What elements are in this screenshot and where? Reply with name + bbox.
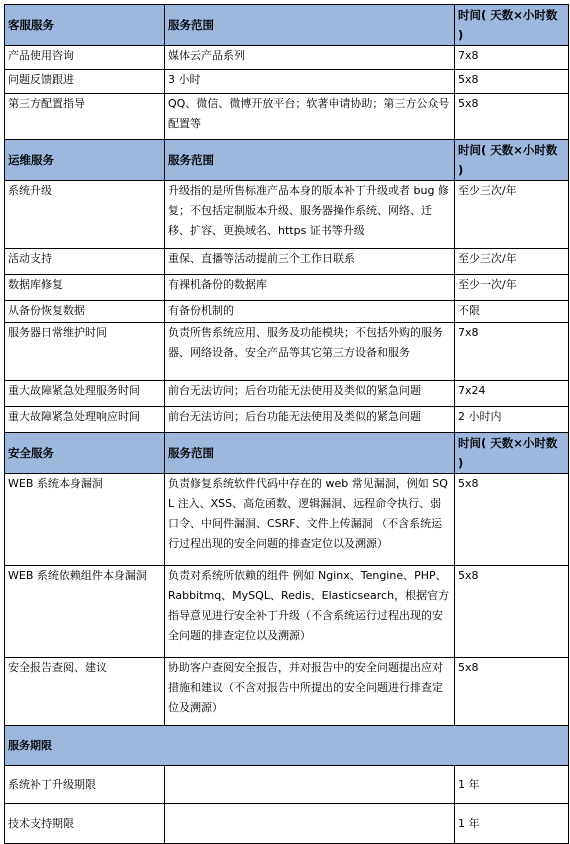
header-category: 客服服务	[5, 5, 165, 46]
item-scope: QQ、微信、微博开放平台；软著申请协助；第三方公众号配置等	[165, 94, 455, 140]
header-scope: 服务范围	[165, 5, 455, 46]
item-time: 5x8	[455, 70, 569, 94]
item-time: 7x24	[455, 381, 569, 407]
table-row	[5, 323, 569, 381]
table-row	[5, 249, 569, 275]
item-name: 第三方配置指导	[5, 94, 165, 140]
item-name: 服务器日常维护时间	[5, 323, 165, 381]
item-name: 产品使用咨询	[5, 46, 165, 70]
item-time: 至少一次/年	[455, 275, 569, 301]
table-row	[5, 566, 569, 658]
item-name: 系统升级	[5, 181, 165, 249]
header-category: 服务期限	[5, 726, 569, 766]
item-scope	[165, 804, 455, 844]
table-row	[5, 658, 569, 726]
item-scope: 有备份机制的	[165, 301, 455, 323]
item-time: 至少三次/年	[455, 181, 569, 249]
item-name: 安全报告查阅、建议	[5, 658, 165, 726]
item-time: 5x8	[455, 566, 569, 658]
item-name: WEB 系统依赖组件本身漏洞	[5, 566, 165, 658]
item-scope: 负责对系统所依赖的组件 例如 Nginx、Tengine、PHP、Rabbitmq、MySQL、Redis、Elasticsearch，根据官方指导意见进行安全补丁升级（不含系统运行过程出现的安全问题的排查定位以及溯源）	[165, 566, 455, 658]
service-table	[4, 4, 569, 844]
header-time: 时间( 天数×小时数 )	[455, 5, 569, 46]
item-time: 5x8	[455, 658, 569, 726]
table-row	[5, 275, 569, 301]
section-header-service-period	[5, 726, 569, 766]
item-name: 活动支持	[5, 249, 165, 275]
table-row	[5, 804, 569, 844]
section-header-customer-service	[5, 5, 569, 46]
table-row	[5, 407, 569, 433]
item-scope: 前台无法访问；后台功能无法使用及类似的紧急问题	[165, 407, 455, 433]
header-scope: 服务范围	[165, 433, 455, 474]
item-name: 问题反馈跟进	[5, 70, 165, 94]
table-row	[5, 46, 569, 70]
header-category: 运维服务	[5, 140, 165, 181]
header-scope: 服务范围	[165, 140, 455, 181]
header-time: 时间( 天数×小时数 )	[455, 433, 569, 474]
item-time: 1 年	[455, 766, 569, 804]
item-name: 重大故障紧急处理服务时间	[5, 381, 165, 407]
item-name: 系统补丁升级期限	[5, 766, 165, 804]
item-name: WEB 系统本身漏洞	[5, 474, 165, 566]
item-time: 7x8	[455, 46, 569, 70]
section-header-security-service	[5, 433, 569, 474]
item-scope: 协助客户查阅安全报告，并对报告中的安全问题提出应对措施和建议（不含对报告中所提出的安全问题进行排查定位及溯源）	[165, 658, 455, 726]
table-row	[5, 70, 569, 94]
item-name: 数据库修复	[5, 275, 165, 301]
item-scope: 升级指的是所售标准产品本身的版本补丁升级或者 bug 修复；不包括定制版本升级、服务器操作系统、网络、迁移、扩容、更换域名、https 证书等升级	[165, 181, 455, 249]
item-scope: 前台无法访问；后台功能无法使用及类似的紧急问题	[165, 381, 455, 407]
table-row	[5, 474, 569, 566]
header-time: 时间( 天数×小时数 )	[455, 140, 569, 181]
item-time: 至少三次/年	[455, 249, 569, 275]
item-scope: 负责修复系统软件代码中存在的 web 常见漏洞，例如 SQL 注入、XSS、高危函数、逻辑漏洞、远程命令执行、弱口令、中间件漏洞、CSRF、文件上传漏洞 （不含系统运行过程出现的安全问题的排查定位以及溯源）	[165, 474, 455, 566]
header-category: 安全服务	[5, 433, 165, 474]
item-time: 1 年	[455, 804, 569, 844]
item-scope: 重保、直播等活动提前三个工作日联系	[165, 249, 455, 275]
item-time: 7x8	[455, 323, 569, 381]
section-header-ops-service	[5, 140, 569, 181]
item-time: 2 小时内	[455, 407, 569, 433]
item-scope: 媒体云产品系列	[165, 46, 455, 70]
item-name: 重大故障紧急处理响应时间	[5, 407, 165, 433]
item-name: 技术支持期限	[5, 804, 165, 844]
item-time: 不限	[455, 301, 569, 323]
item-time: 5x8	[455, 474, 569, 566]
table-row	[5, 94, 569, 140]
item-time: 5x8	[455, 94, 569, 140]
item-scope	[165, 766, 455, 804]
table-row	[5, 766, 569, 804]
table-row	[5, 381, 569, 407]
item-scope: 负责所售系统应用、服务及功能模块；不包括外购的服务器、网络设备、安全产品等其它第三方设备和服务	[165, 323, 455, 381]
item-scope: 3 小时	[165, 70, 455, 94]
item-scope: 有裸机备份的数据库	[165, 275, 455, 301]
item-name: 从备份恢复数据	[5, 301, 165, 323]
table-row	[5, 181, 569, 249]
table-row	[5, 301, 569, 323]
